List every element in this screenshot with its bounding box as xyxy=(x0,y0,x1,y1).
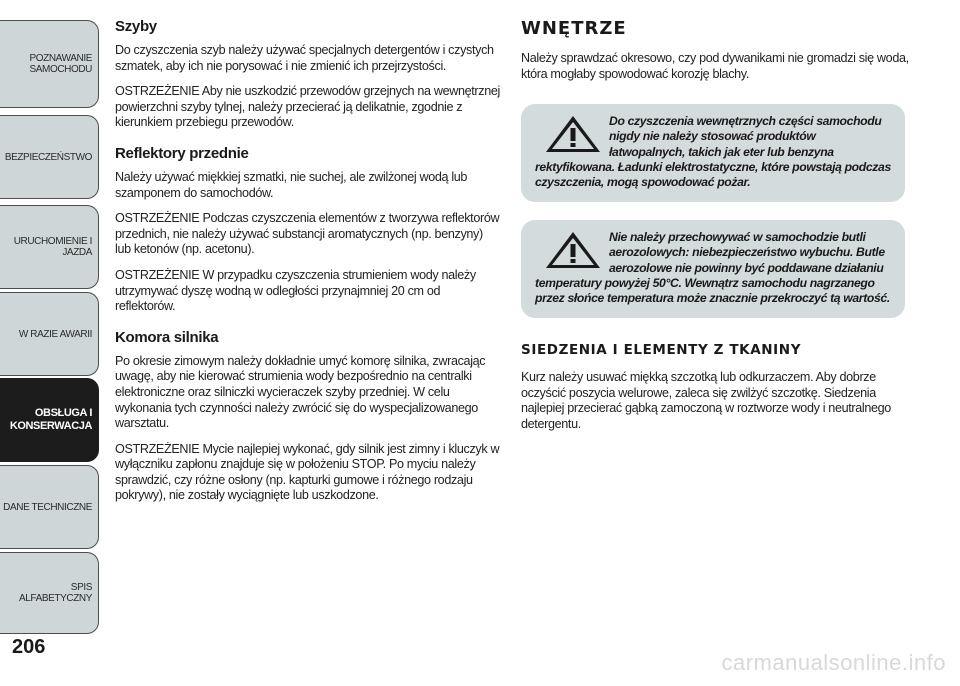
tab-label: URUCHOMIENIE I JAZDA xyxy=(13,236,92,258)
tab-label: W RAZIE AWARII xyxy=(18,328,92,340)
paragraph: Należy używać miękkiej szmatki, nie suchej, ale zwilżonej wodą lub szamponem do samochodów. xyxy=(115,169,468,200)
paragraph: Do czyszczenia szyb należy używać specjalnych detergentów i czystych szmatek, aby ich nie porysować i nie zmienić ich przejrzystości. xyxy=(115,43,494,73)
page-number: 206 xyxy=(12,636,46,658)
warning-text: Nie należy przechowywać w samochodzie butli aerozolowych: niebezpieczeństwo wybuchu. Butle aerozolowe nie powinny być poddawane działaniu temperatury powyżej 50°C. Wewnątrz samochodu nagrzanego przez słońce temperatura może znacznie przekroczyć tą wartość. xyxy=(535,230,890,306)
section-title-reflektory: Reflektory przednie xyxy=(115,144,249,162)
tab-label: BEZPIECZEŃSTWO xyxy=(4,151,92,163)
warning-text: Do czyszczenia wewnętrznych części samochodu nigdy nie należy stosować produktów łatwopalnych, takich jak eter lub benzyna rektyfikowana. Ładunki elektrostatyczne, które powstają podczas czyszczenia, mogą spowodować pożar. xyxy=(535,114,891,189)
paragraph: Po okresie zimowym należy dokładnie umyć komorę silnika, zwracając uwagę, aby nie kierować strumienia wody bezpośrednio na centralki elektroniczne oraz silniczki wycieraczek szyby przedniej. W celu wykonania tych czynności należy zwrócić się do wyspecjalizowanego warsztatu. xyxy=(115,353,486,431)
chapter-sidebar xyxy=(0,0,100,640)
warning-triangle-icon xyxy=(543,114,603,154)
section-title-siedzenia: SIEDZENIA I ELEMENTY Z TKANINY xyxy=(521,342,802,359)
warning-box xyxy=(521,220,905,318)
tab-poznawanie-samochodu[interactable] xyxy=(0,20,99,108)
warning-triangle-icon xyxy=(543,230,603,270)
tab-bezpieczenstwo[interactable] xyxy=(0,115,99,199)
paragraph: OSTRZEŻENIE Aby nie uszkodzić przewodów grzejnych na wewnętrznej powierzchni szyby tylnej, należy przecierać ją delikatnie, zgodnie z kierunkiem przebiegu przewodów. xyxy=(115,84,500,130)
tab-label: SPIS ALFABETYCZNY xyxy=(19,582,92,604)
tab-uruchomienie-i-jazda[interactable] xyxy=(0,205,99,289)
right-column xyxy=(521,18,909,443)
tab-spis-alfabetyczny[interactable] xyxy=(0,552,99,634)
paragraph: OSTRZEŻENIE W przypadku czyszczenia strumieniem wody należy utrzymywać dyszę wodną w odległości przynajmniej 20 cm od reflektorów. xyxy=(115,267,476,314)
tab-label: OBSŁUGA I KONSERWACJA xyxy=(9,407,92,432)
tab-w-razie-awarii[interactable] xyxy=(0,292,99,376)
tab-obsluga-i-konserwacja[interactable] xyxy=(0,378,99,462)
warning-box xyxy=(521,104,905,202)
tab-label: POZNAWANIE SAMOCHODU xyxy=(29,53,92,75)
paragraph: OSTRZEŻENIE Mycie najlepiej wykonać, gdy silnik jest zimny i kluczyk w wyłączniku zapłonu znajduje się w położeniu STOP. Po myciu należy sprawdzić, czy różne osłony (np. kapturki gumowe i różnego rodzaju pokrywy), nie zostały wyciągnięte lub uszkodzone. xyxy=(115,441,500,503)
watermark: carmanualsonline.info xyxy=(721,650,946,675)
paragraph: Należy sprawdzać okresowo, czy pod dywanikami nie gromadzi się woda, która mogłaby spowodować korozję blachy. xyxy=(521,51,909,81)
tab-dane-techniczne[interactable] xyxy=(0,465,99,549)
tab-label: DANE TECHNICZNE xyxy=(3,501,92,513)
section-title-komora: Komora silnika xyxy=(115,328,219,346)
section-title-szyby: Szyby xyxy=(115,18,157,35)
paragraph: OSTRZEŻENIE Podczas czyszczenia elementów z tworzywa reflektorów przednich, nie należy używać substancji aromatycznych (np. benzyny) lub ketonów (np. acetonu). xyxy=(115,211,500,257)
section-title-wnetrze: WNĘTRZE xyxy=(521,18,627,39)
left-column xyxy=(115,18,500,514)
paragraph: Kurz należy usuwać miękką szczotką lub odkurzaczem. Aby dobrze oczyścić poszycia welurowe, zaleca się zwilżyć szczotkę. Siedzenia najlepiej przecierać gąbką zamoczoną w roztworze wody i neutralnego detergentu. xyxy=(521,370,891,431)
